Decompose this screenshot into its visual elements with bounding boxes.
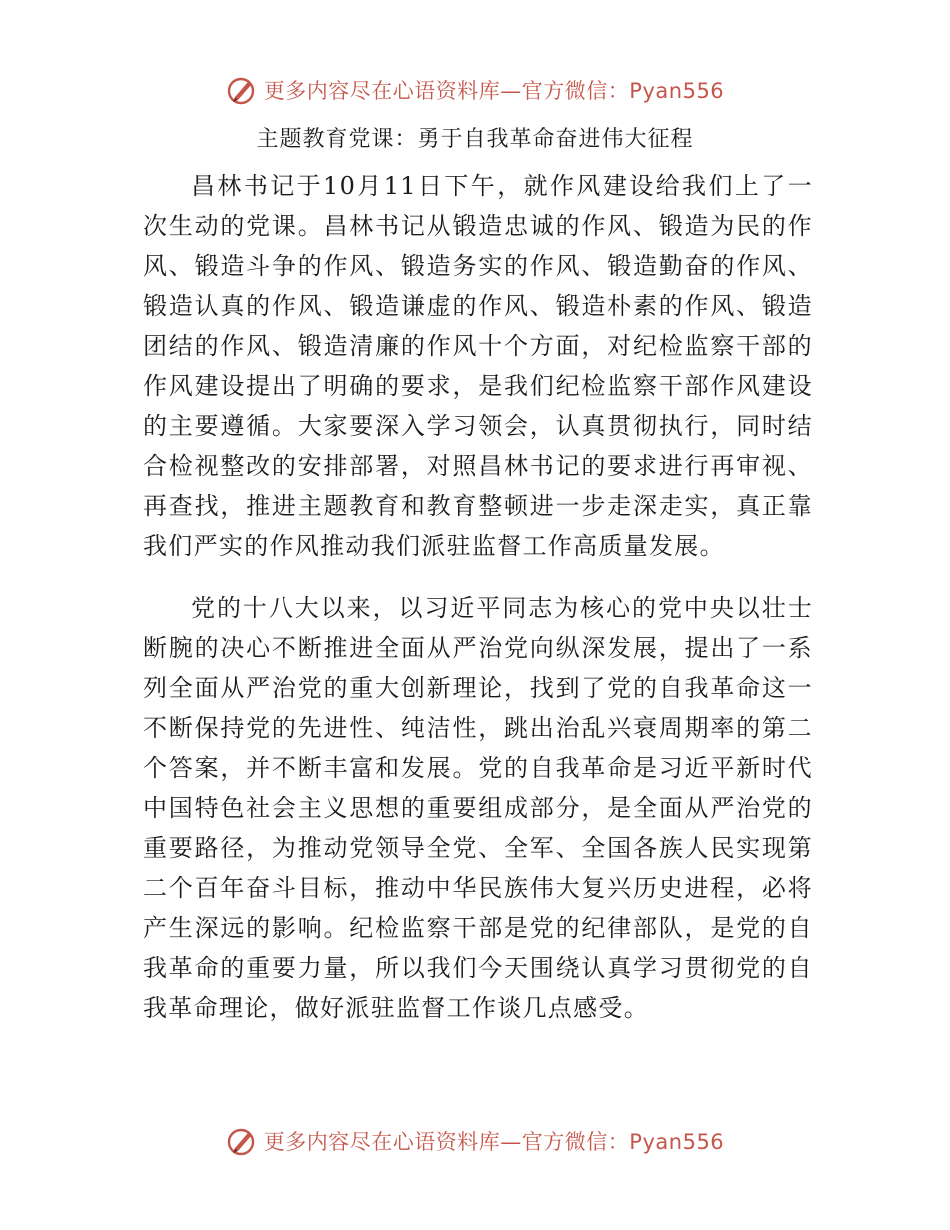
page-title: 主题教育党课：勇于自我革命奋进伟大征程	[256, 127, 694, 152]
document-body	[143, 166, 813, 1050]
paragraph: 党的十八大以来，以习近平同志为核心的党中央以壮士断腕的决心不断推进全面从严治党向纵深发展，提出了一系列全面从严治党的重大创新理论，找到了党的自我革命这一不断保持党的先进性、纯洁性，跳出治乱兴衰周期率的第二个答案，并不断丰富和发展。党的自我革命是习近平新时代中国特色社会主义思想的重要组成部分，是全面从严治党的重要路径，为推动党领导全党、全军、全国各族人民实现第二个百年奋斗目标，推动中华民族伟大复兴历史进程，必将产生深远的影响。纪检监察干部是党的纪律部队，是党的自我革命的重要力量，所以我们今天围绕认真学习贯彻党的自我革命理论，做好派驻监督工作谈几点感受。	[143, 594, 813, 1022]
header-watermark	[0, 70, 950, 110]
pen-logo-icon	[226, 74, 258, 106]
watermark-text: 更多内容尽在心语资料库—官方微信：Pyan556	[263, 1130, 725, 1154]
watermark-text: 更多内容尽在心语资料库—官方微信：Pyan556	[263, 79, 725, 103]
paragraph: 昌林书记于10月11日下午，就作风建设给我们上了一次生动的党课。昌林书记从锻造忠诚的作风、锻造为民的作风、锻造斗争的作风、锻造务实的作风、锻造勤奋的作风、锻造认真的作风、锻造谦虚的作风、锻造朴素的作风、锻造团结的作风、锻造清廉的作风十个方面，对纪检监察干部的作风建设提出了明确的要求，是我们纪检监察干部作风建设的主要遵循。大家要深入学习领会，认真贯彻执行，同时结合检视整改的安排部署，对照昌林书记的要求进行再审视、再查找，推进主题教育和教育整顿进一步走深走实，真正靠我们严实的作风推动我们派驻监督工作高质量发展。	[143, 172, 813, 560]
footer-watermark	[0, 1121, 950, 1161]
pen-logo-icon	[226, 1125, 258, 1157]
